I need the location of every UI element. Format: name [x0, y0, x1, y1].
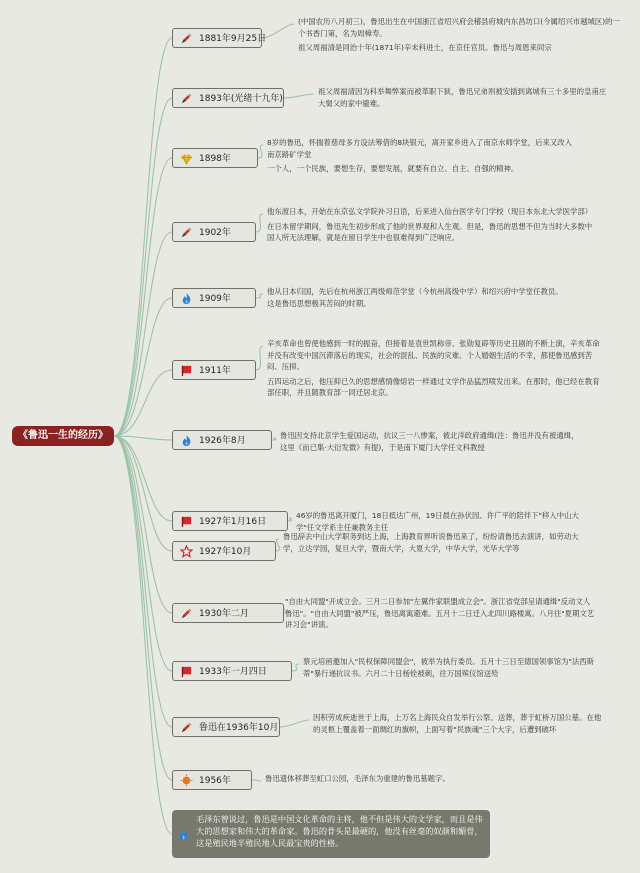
sun-icon	[180, 774, 193, 787]
pencil-icon	[180, 92, 193, 105]
event-date-label: 1956年	[199, 776, 231, 786]
event-date-label: 1927年1月16日	[199, 517, 267, 527]
event-description-8	[283, 531, 583, 554]
event-description-1	[318, 86, 610, 109]
star-icon	[180, 545, 193, 558]
connector-branch	[114, 436, 172, 727]
event-date-label: 1926年8月	[199, 436, 246, 446]
event-description-9	[285, 596, 595, 631]
connector-leaf	[292, 664, 299, 671]
connector-branch	[114, 158, 172, 436]
event-note-text: 他从日本归国，先后在杭州浙江两级师范学堂（今杭州高级中学）和绍兴府中学堂任教员。这是鲁迅思想极其苦闷的时期。	[267, 287, 563, 308]
connector-leaf	[280, 720, 309, 727]
event-date-label: 1927年10月	[199, 547, 252, 557]
connector-leaf	[258, 145, 263, 158]
event-note-text: 祖父周福清是同治十年(1871年)辛未科进士，在京任官员。鲁迅与周恩来同宗	[298, 43, 552, 53]
event-node-3	[172, 222, 256, 242]
event-note-text: 鲁迅遗体移葬至虹口公园，毛泽东为重建的鲁迅墓题字。	[265, 774, 450, 783]
event-description-11	[313, 712, 605, 735]
event-node-6	[172, 430, 272, 450]
connector-leaf	[256, 214, 263, 232]
event-node-7	[172, 511, 288, 531]
event-node-11	[172, 717, 280, 737]
connector-leaf	[256, 346, 263, 370]
flag-icon	[180, 364, 193, 377]
connector-leaf	[288, 518, 292, 521]
connector-leaf	[262, 24, 294, 38]
event-node-2	[172, 148, 258, 168]
event-node-4	[172, 288, 256, 308]
event-note-text: 辛亥革命也曾使他感到一时的振奋，但接着是袁世凯称帝、张勋复辟等历史丑剧的不断上演，辛亥革命并没有改变中国沉滞落后的现实，社会的混乱、民族的灾难、个人婚姻生活的不幸，都使鲁迅感到苦闷、压抑。	[267, 339, 600, 372]
pencil-icon	[180, 32, 193, 45]
gem-icon	[180, 152, 193, 165]
event-date-label: 鲁迅在1936年10月	[199, 723, 279, 733]
event-node-10	[172, 661, 292, 681]
event-description-7	[296, 510, 596, 533]
event-description-5	[267, 338, 601, 399]
event-node-8	[172, 541, 276, 561]
event-description-4	[267, 286, 567, 309]
flame-icon	[180, 292, 193, 305]
event-node-5	[172, 360, 256, 380]
event-description-3	[267, 206, 593, 244]
event-note-text: 46岁的鲁迅离开厦门，18日抵达广州，19日晨在孙伏园、许广平的陪伴下"移入中山大学"任文学系主任兼教务主任	[296, 511, 579, 532]
event-description-2	[267, 137, 575, 175]
event-node-1	[172, 88, 284, 108]
connector-branch	[114, 436, 172, 551]
flame-icon	[180, 434, 193, 447]
connector-leaf	[256, 294, 263, 298]
flag-icon	[180, 665, 193, 678]
event-node-12	[172, 770, 252, 790]
event-node-9	[172, 603, 284, 623]
event-date-label: 1881年9月25日	[199, 34, 267, 44]
pencil-icon	[180, 226, 193, 239]
flag-icon	[180, 515, 193, 528]
root-node-title: 《鲁迅一生的经历》	[12, 426, 114, 446]
event-note-text: 在日本留学期间，鲁迅先生初步形成了他的世界观和人生观。但是，鲁迅的思想不但为当时大多数中国人所无法理解，就是在留日学生中也很难得到广泛响应。	[267, 221, 593, 243]
event-note-text: 因积劳成疾逝世于上海，上万名上海民众自发举行公祭、送葬，葬于虹桥万国公墓。在他的灵柩上覆盖着一面绸红的旗帜，上面写着"民族魂"三个大字，后遭到破坏	[313, 713, 602, 734]
event-note-text: 蔡元培函邀加入"民权保障同盟会"，被举为执行委员。五月十三日至德国领事馆为"法西斯蒂"暴行递抗议书。六月二十日杨铨被刺，往万国殡仪馆送殓	[303, 657, 595, 678]
connector-leaf	[276, 539, 280, 551]
connector-leaf	[252, 780, 261, 781]
event-date-label: 1898年	[199, 154, 231, 164]
event-note-text: 他东渡日本，开始在东京弘文学院补习日语，后来进入仙台医学专门学校（现日本东北大学医学部）	[267, 207, 593, 216]
summary-box	[172, 810, 490, 858]
connector-leaf	[272, 438, 276, 440]
event-note-text: 祖父周福清因为科举舞弊案而被革职下狱，鲁迅兄弟则被安插到离城有三十多里的皇甫庄大舅父的家中避难。	[318, 87, 607, 108]
connector-branch	[114, 436, 172, 834]
event-description-6	[280, 430, 580, 453]
summary-text: 毛泽东曾说过，鲁迅是中国文化革命的主将，他不但是伟大的文学家，而且是伟大的思想家和伟大的革命家。鲁迅的骨头是最硬的，他没有丝毫的奴颜和媚骨，这是殖民地半殖民地人民最宝贵的性格。	[196, 814, 483, 848]
event-note-text: 鲁迅因支持北京学生爱国运动，抗议三一八惨案，被北洋政府通缉(注：鲁迅并没有被通缉，这里《而已集·大衍发微》有提)，于是南下厦门大学任文科教授	[280, 431, 579, 452]
event-note-text: 一个人，一个民族，要想生存，要想发展，就要有自立、自主、自强的精神。	[267, 164, 519, 174]
flame-icon	[177, 828, 190, 841]
event-note-text: 五四运动之后，他压抑已久的思想感情像熔岩一样通过文学作品猛烈喷发出来。在那时，他已经在教育部任职，并且随教育部一同迁居北京。	[267, 376, 600, 398]
event-note-text: 鲁迅辞去中山大学职务到达上海，上海教育界听说鲁迅来了，纷纷请鲁迅去演讲，如劳动大学，立达学园，复旦大学，暨南大学，大夏大学，中华大学，光华大学等	[283, 532, 579, 553]
event-date-label: 1911年	[199, 366, 231, 376]
connector-branch	[114, 298, 172, 436]
event-description-12	[265, 773, 585, 785]
connector-branch	[114, 98, 172, 436]
event-date-label: 1902年	[199, 228, 231, 238]
event-date-label: 1930年二月	[199, 609, 249, 619]
connector-branch	[114, 436, 172, 671]
connector-leaf	[284, 94, 314, 98]
event-node-0	[172, 28, 267, 48]
event-date-label: 1893年(光绪十九年)	[199, 94, 283, 104]
pencil-icon	[180, 721, 193, 734]
event-note-text: 8岁的鲁迅，怀揣着慈母多方设法筹借的8块银元，离开家乡进入了南京水师学堂，后来又改入南京路矿学堂	[267, 138, 573, 159]
event-description-0	[298, 16, 620, 54]
event-date-label: 1933年一月四日	[199, 667, 267, 677]
event-note-text: (中国农历八月初三)，鲁迅出生在中国浙江省绍兴府会稽县府城内东昌坊口(今属绍兴市越城区)的一个书香门第，名为周樟寿。	[298, 17, 620, 38]
event-date-label: 1909年	[199, 294, 231, 304]
event-description-10	[303, 656, 603, 679]
pencil-icon	[180, 607, 193, 620]
event-note-text: "自由大同盟"开成立会。三月二日参加"左翼作家联盟成立会"。浙江省党部呈请通缉"反动文人鲁迅"。"自由大同盟"被严压，鲁迅离寓避难。五月十二日迁入北四川路楼寓。八月往"夏期文艺讲习会"讲演。	[285, 597, 595, 630]
